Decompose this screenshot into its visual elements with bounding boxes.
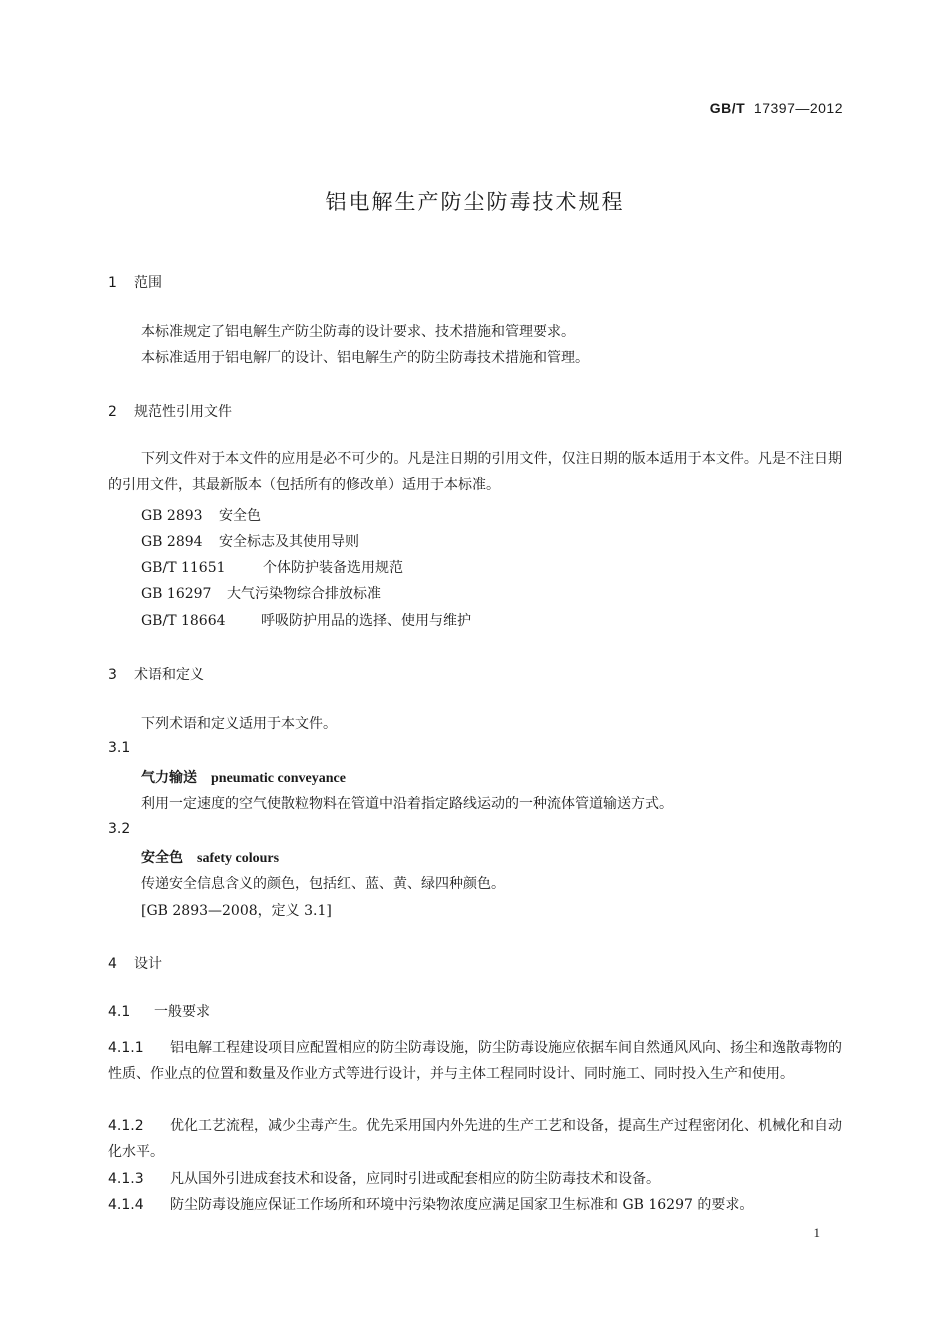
- section-4-title: 设计: [134, 956, 162, 972]
- clause-text: 凡从国外引进成套技术和设备，应同时引进或配套相应的防尘防毒技术和设备。: [170, 1171, 660, 1187]
- term-number: 3.1: [108, 740, 131, 756]
- reference-item: [141, 610, 471, 630]
- term-chinese: 气力输送: [141, 770, 197, 786]
- section-3-heading: [108, 664, 204, 684]
- reference-item: [141, 557, 403, 577]
- term-number: 3.2: [108, 821, 131, 837]
- clause-number: 4.1.4: [108, 1197, 144, 1213]
- section-1-heading: [108, 272, 162, 292]
- reference-item: [141, 505, 261, 525]
- reference-name: 呼吸防护用品的选择、使用与维护: [261, 613, 471, 629]
- term-english: pneumatic conveyance: [211, 771, 346, 786]
- document-title: 铝电解生产防尘防毒技术规程: [325, 190, 625, 214]
- section-1-para-2: 本标准适用于铝电解厂的设计、铝电解生产的防尘防毒技术措施和管理。: [141, 350, 589, 366]
- reference-code: GB/T 18664: [141, 613, 226, 629]
- clause-number: 4.1.1: [108, 1040, 144, 1056]
- section-2-number: 2: [108, 404, 117, 420]
- reference-name: 大气污染物综合排放标准: [227, 586, 381, 602]
- section-1-para-1: 本标准规定了铝电解生产防尘防毒的设计要求、技术措施和管理要求。: [141, 324, 575, 340]
- section-2-heading: [108, 401, 232, 421]
- section-4-number: 4: [108, 956, 117, 972]
- clause-text: 铝电解工程建设项目应配置相应的防尘防毒设施，防尘防毒设施应依据车间自然通风风向、扬尘和逸散毒物的性质、作业点的位置和数量及作业方式等进行设计，并与主体工程同时设计、同时施工、同时投入生产和使用。: [108, 1040, 842, 1082]
- section-2-title: 规范性引用文件: [134, 404, 232, 420]
- subsection-title: 一般要求: [154, 1004, 210, 1020]
- term-chinese: 安全色: [141, 850, 183, 866]
- reference-name: 安全标志及其使用导则: [219, 534, 359, 550]
- clause-number: 4.1.3: [108, 1171, 144, 1187]
- clause-text: 优化工艺流程，减少尘毒产生。优先采用国内外先进的生产工艺和设备，提高生产过程密闭化、机械化和自动化水平。: [108, 1118, 842, 1160]
- standard-number: [710, 100, 843, 116]
- reference-code: GB 2894: [141, 534, 203, 550]
- page-number: 1: [813, 1225, 820, 1240]
- term-definition: 利用一定速度的空气使散粒物料在管道中沿着指定路线运动的一种流体管道输送方式。: [141, 796, 673, 812]
- reference-item: [141, 531, 359, 551]
- standard-prefix: GB/T: [709, 100, 746, 116]
- reference-code: GB 2893: [141, 508, 203, 524]
- reference-item: [141, 583, 381, 603]
- term-source: [GB 2893—2008，定义 3.1]: [141, 903, 332, 919]
- clause-text: 防尘防毒设施应保证工作场所和环境中污染物浓度应满足国家卫生标准和 GB 16297 的要求。: [170, 1197, 754, 1213]
- clause-4-1-2: [108, 1113, 842, 1165]
- subsection-4-1-heading: [108, 1001, 210, 1021]
- term-english: safety colours: [197, 851, 280, 866]
- standard-code: 17397—2012: [753, 100, 843, 116]
- section-2-intro: 下列文件对于本文件的应用是必不可少的。凡是注日期的引用文件，仅注日期的版本适用于本文件。凡是不注日期的引用文件，其最新版本（包括所有的修改单）适用于本标准。: [108, 451, 842, 493]
- reference-name: 个体防护装备选用规范: [263, 560, 403, 576]
- clause-4-1-4: [108, 1192, 848, 1218]
- term-definition: 传递安全信息含义的颜色，包括红、蓝、黄、绿四种颜色。: [141, 876, 505, 892]
- reference-code: GB 16297: [141, 586, 212, 602]
- section-3-title: 术语和定义: [134, 667, 204, 683]
- section-3-number: 3: [108, 667, 117, 683]
- clause-number: 4.1.2: [108, 1118, 144, 1134]
- section-3-intro: 下列术语和定义适用于本文件。: [141, 716, 337, 732]
- section-1-title: 范围: [134, 275, 162, 291]
- term-heading: [141, 847, 279, 867]
- reference-code: GB/T 11651: [141, 560, 226, 576]
- clause-4-1-3: [108, 1166, 842, 1192]
- reference-name: 安全色: [219, 508, 261, 524]
- subsection-number: 4.1: [108, 1004, 131, 1020]
- term-heading: [141, 767, 346, 787]
- section-1-number: 1: [108, 275, 117, 291]
- section-4-heading: [108, 953, 162, 973]
- clause-4-1-1: [108, 1035, 842, 1087]
